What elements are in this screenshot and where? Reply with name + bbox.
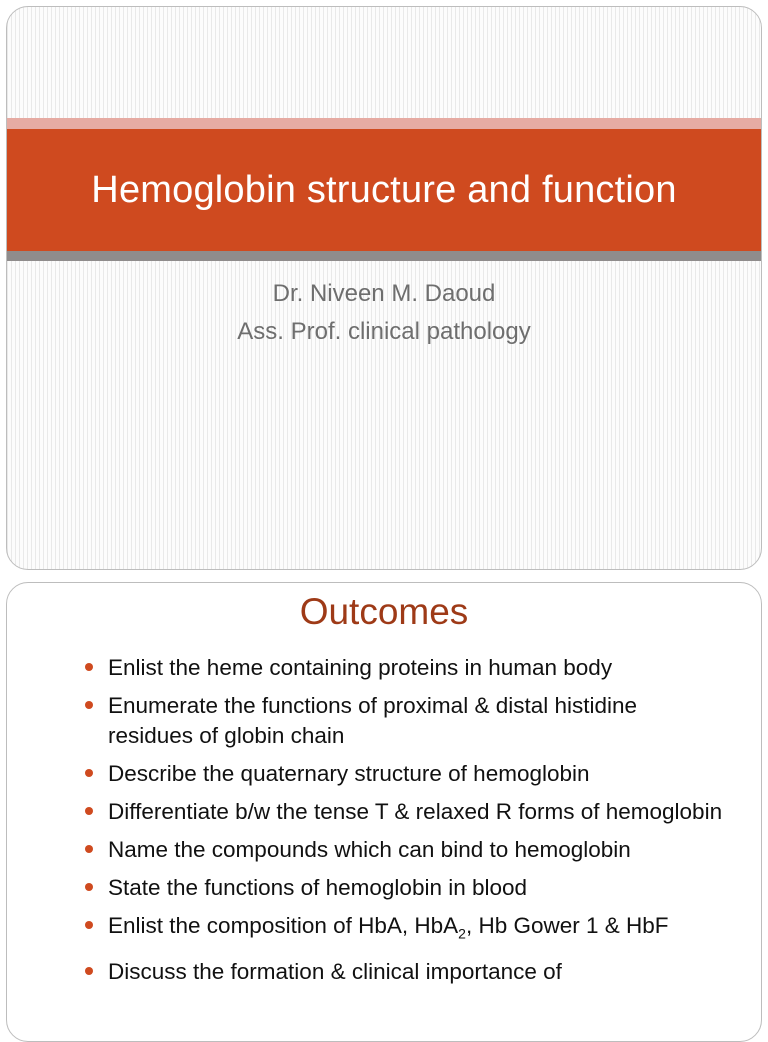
- list-item: [85, 759, 725, 789]
- bullet-text: Describe the quaternary structure of hemoglobin: [108, 761, 590, 786]
- outcomes-list: [85, 653, 725, 995]
- list-item: [85, 691, 725, 751]
- slide-subtitle: [7, 275, 761, 351]
- bullet-dot-icon: [85, 845, 93, 853]
- list-item: [85, 835, 725, 865]
- outcomes-heading: Outcomes: [299, 591, 469, 632]
- title-slide: [6, 6, 762, 570]
- bullet-dot-icon: [85, 663, 93, 671]
- author-name: Dr. Niveen M. Daoud: [272, 280, 496, 307]
- bullet-text: Discuss the formation & clinical importance of: [108, 958, 562, 984]
- bullet-text: Enlist the heme containing proteins in human body: [108, 655, 613, 680]
- bullet-dot-icon: [85, 883, 93, 891]
- bullet-text: Differentiate b/w the tense T & relaxed R forms of hemoglobin: [108, 799, 723, 824]
- list-item: [85, 873, 725, 903]
- list-item: [85, 911, 725, 949]
- outcomes-slide: [6, 582, 762, 1042]
- bullet-dot-icon: [85, 921, 93, 929]
- list-item: [85, 957, 725, 987]
- title-top-accent-bar: [7, 118, 761, 129]
- author-position: Ass. Prof. clinical pathology: [237, 318, 531, 345]
- bullet-text: Enumerate the functions of proximal & distal histidine residues of globin chain: [108, 693, 638, 748]
- title-bottom-accent-bar: [7, 251, 761, 261]
- list-item: [85, 653, 725, 683]
- bullet-dot-icon: [85, 967, 93, 975]
- list-item: [85, 797, 725, 827]
- bullet-text-before-subscript: Enlist the composition of HbA, HbA: [108, 913, 459, 938]
- bullet-text: State the functions of hemoglobin in blood: [108, 875, 528, 900]
- bullet-dot-icon: [85, 701, 93, 709]
- slide-title: Hemoglobin structure and function: [91, 168, 677, 211]
- title-band: [7, 129, 761, 251]
- bullet-dot-icon: [85, 807, 93, 815]
- bullet-dot-icon: [85, 769, 93, 777]
- bullet-text: Name the compounds which can bind to hemoglobin: [108, 837, 631, 862]
- bullet-text-after-subscript: , Hb Gower 1 & HbF: [465, 913, 669, 938]
- subscript-2: 2: [458, 925, 466, 942]
